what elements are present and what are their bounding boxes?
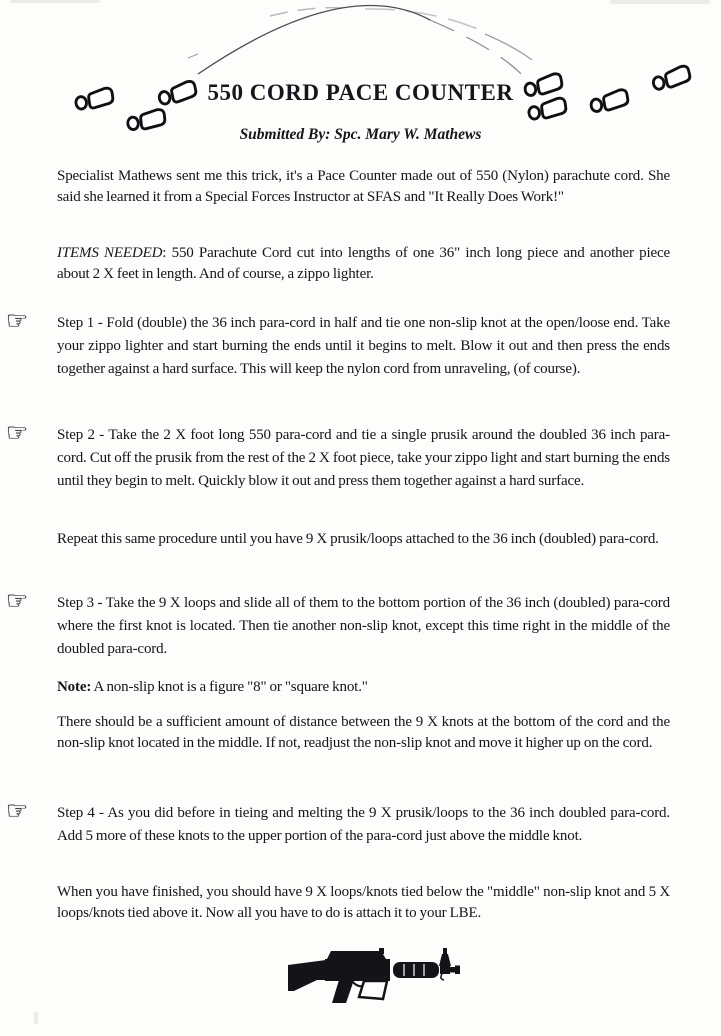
- note-paragraph: [57, 677, 670, 698]
- step-3-paragraph: Step 3 - Take the 9 X loops and slide all of them to the bottom portion of the 36 inch (doubled) para-cord where the first knot is located. Then tie another non-slip knot, except this time right in the middle of the doubled para-cord.: [57, 595, 670, 657]
- scan-artifact: [10, 0, 100, 3]
- items-needed-paragraph: [57, 243, 670, 285]
- page-title: 550 CORD PACE COUNTER: [207, 80, 514, 105]
- items-needed-label: ITEMS NEEDED: [57, 245, 163, 261]
- note-text: A non-slip knot is a figure "8" or "square knot.": [91, 679, 368, 695]
- items-needed-text: : 550 Parachute Cord cut into lengths of one 36" inch long piece and another piece about 2 X feet in length. And of course, a zippo lighter.: [57, 245, 670, 282]
- scan-artifact: [34, 1012, 38, 1024]
- pointing-hand-icon: ☞: [6, 306, 29, 335]
- rifle-icon: [286, 946, 460, 1008]
- scan-artifact: [610, 0, 710, 4]
- repeat-paragraph: Repeat this same procedure until you have 9 X prusik/loops attached to the 36 inch (doubled) para-cord.: [57, 531, 659, 547]
- pointing-hand-icon: ☞: [6, 586, 29, 615]
- step-2-paragraph: Step 2 - Take the 2 X foot long 550 para-cord and tie a single prusik around the doubled 36 inch para-cord. Cut off the prusik from the rest of the 2 X foot piece, take your zippo light and start burning the ends until they begin to melt. Quickly blow it out and press them together against a hard surface.: [57, 427, 670, 489]
- step-1-paragraph: Step 1 - Fold (double) the 36 inch para-cord in half and tie one non-slip knot at the open/loose end. Take your zippo lighter and start burning the ends until it begins to melt. Blow it out and then press the ends together against a hard surface. This will keep the nylon cord from unraveling, (of course).: [57, 315, 670, 377]
- note-label: Note:: [57, 679, 92, 695]
- distance-paragraph: There should be a sufficient amount of distance between the 9 X knots at the bottom of the cord and the non-slip knot located in the middle. If not, readjust the non-slip knot and move it higher up on the cord.: [57, 714, 670, 751]
- finished-paragraph: When you have finished, you should have 9 X loops/knots tied below the "middle" non-slip knot and 5 X loops/knots tied above it. Now all you have to do is attach it to your LBE.: [57, 884, 670, 921]
- submitted-by-line: Submitted By: Spc. Mary W. Mathews: [239, 126, 482, 143]
- intro-paragraph: Specialist Mathews sent me this trick, it's a Pace Counter made out of 550 (Nylon) parachute cord. She said she learned it from a Special Forces Instructor at SFAS and "It Really Does Work!": [57, 168, 670, 205]
- step-4-paragraph: Step 4 - As you did before in tieing and melting the 9 X prusik/loops to the 36 inch doubled para-cord. Add 5 more of these knots to the upper portion of the para-cord just above the middle knot.: [57, 805, 670, 844]
- pointing-hand-icon: ☞: [6, 796, 29, 825]
- pointing-hand-icon: ☞: [6, 418, 29, 447]
